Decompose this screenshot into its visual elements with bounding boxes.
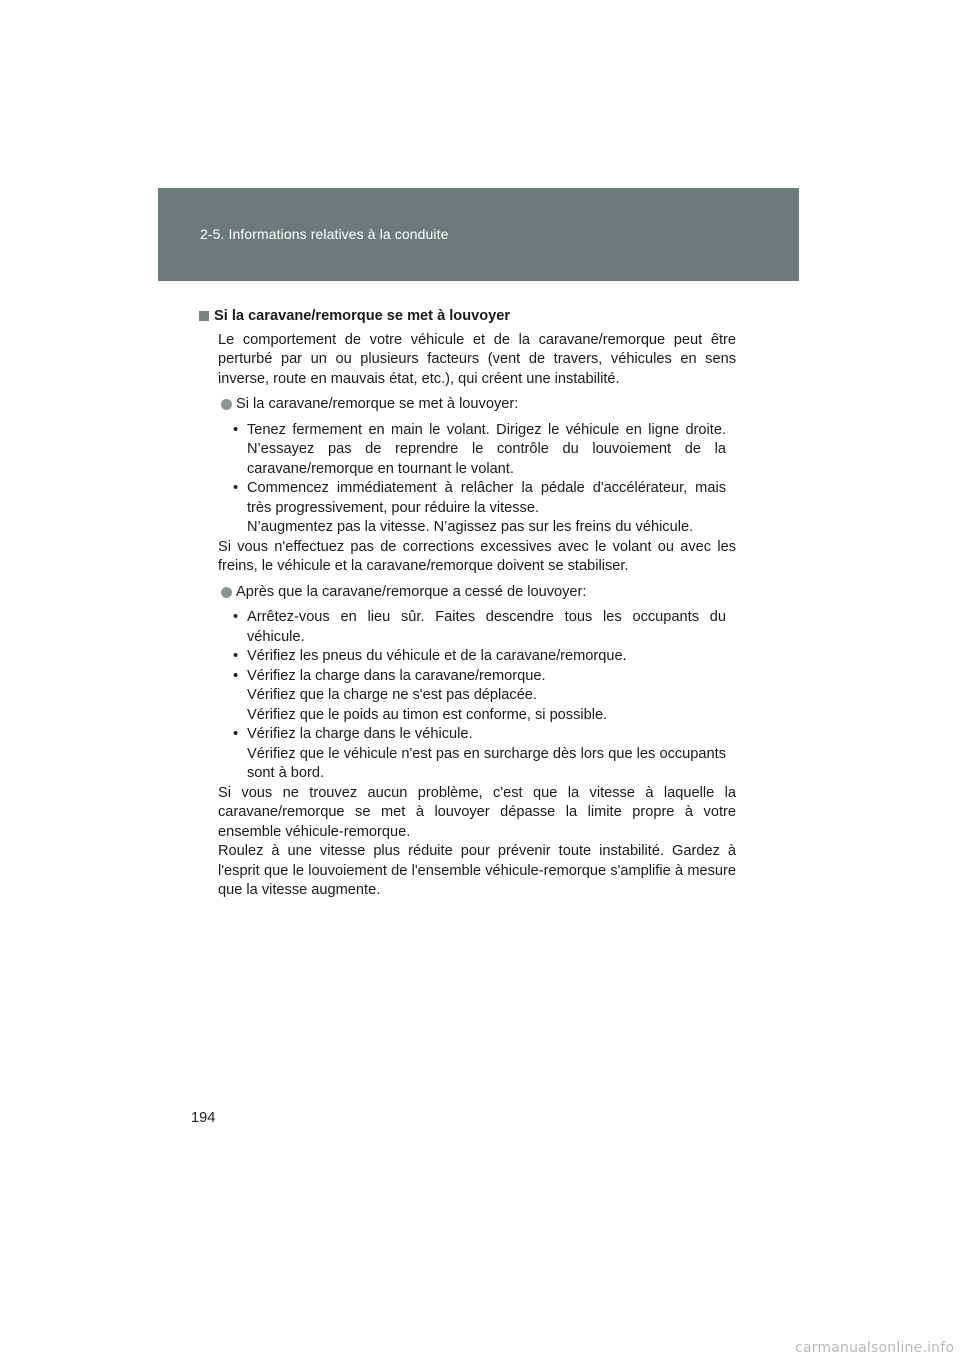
bullet-mark: • [233,609,239,625]
circle-item-2 [199,583,736,603]
group2-conclusion-2: Roulez à une vitesse plus réduite pour prévenir toute instabilité. Gardez à l'esprit que le louvoiement de l'ensemble véhicule-remorque s'amplifie à mesure que la vitesse augmente. [218,843,736,898]
circle-item-label: Si la caravane/remorque se met à louvoyer: [236,396,519,412]
bullet-mark: • [233,421,239,438]
page-number: 194 [191,1110,216,1126]
group2-conclusion-1: Si vous ne trouvez aucun problème, c'est que la vitesse à laquelle la caravane/remorque se met à louvoyer dépasse la limite propre à votre ensemble véhicule-remorque. [218,784,736,840]
circle-item-1 [199,395,736,415]
bullet-mark: • [233,726,239,742]
heading-text: Si la caravane/remorque se met à louvoyer [214,308,511,324]
bullet-mark: • [233,648,239,664]
section-header-band [158,188,799,281]
square-bullet-icon [199,311,209,321]
watermark-text: carmanualsonline.info [795,1340,955,1356]
bullet-list-1 [199,421,736,538]
list-item: • Arrêtez-vous en lieu sûr. Faites descendre tous les occupants du véhicule. [233,609,726,645]
subsection-heading [199,307,736,327]
group1-conclusion: Si vous n'effectuez pas de corrections excessives avec le volant ou avec les freins, le véhicule et la caravane/remorque doivent se stabiliser. [218,538,736,574]
intro-paragraph: Le comportement de votre véhicule et de la caravane/remorque peut être perturbé par un ou plusieurs facteurs (vent de travers, véhicules en sens inverse, route en mauvais état, etc.), qui créent une instabilité. [218,331,736,387]
list-item: • Vérifiez la charge dans le véhicule. Vérifiez que le véhicule n'est pas en surcharge dès lors que les occupants sont à bord. [233,726,726,781]
page-content [199,307,736,907]
list-item: • Tenez fermement en main le volant. Dirigez le véhicule en ligne droite. N’essayez pas de reprendre le contrôle du louvoiement de la caravane/remorque en tournant le volant. [233,421,726,477]
bullet-mark: • [233,667,239,684]
circle-bullet-icon [221,587,232,598]
circle-item-label: Après que la caravane/remorque a cessé de louvoyer: [236,583,587,600]
circle-bullet-icon [221,399,232,410]
list-item: • Vérifiez la charge dans la caravane/remorque. Vérifiez que la charge ne s'est pas déplacée. Vérifiez que le poids au timon est conforme, si possible. [233,667,608,723]
section-title: 2-5. Informations relatives à la conduite [200,226,449,242]
bullet-list-2 [199,608,736,784]
bullet-mark: • [233,480,239,496]
list-item: • Vérifiez les pneus du véhicule et de la caravane/remorque. [199,647,736,667]
list-item: • Commencez immédiatement à relâcher la pédale d'accélérateur, mais très progressivement, pour réduire la vitesse. N’augmentez pas la vitesse. N’agissez pas sur les freins du véhicule. [233,480,726,535]
